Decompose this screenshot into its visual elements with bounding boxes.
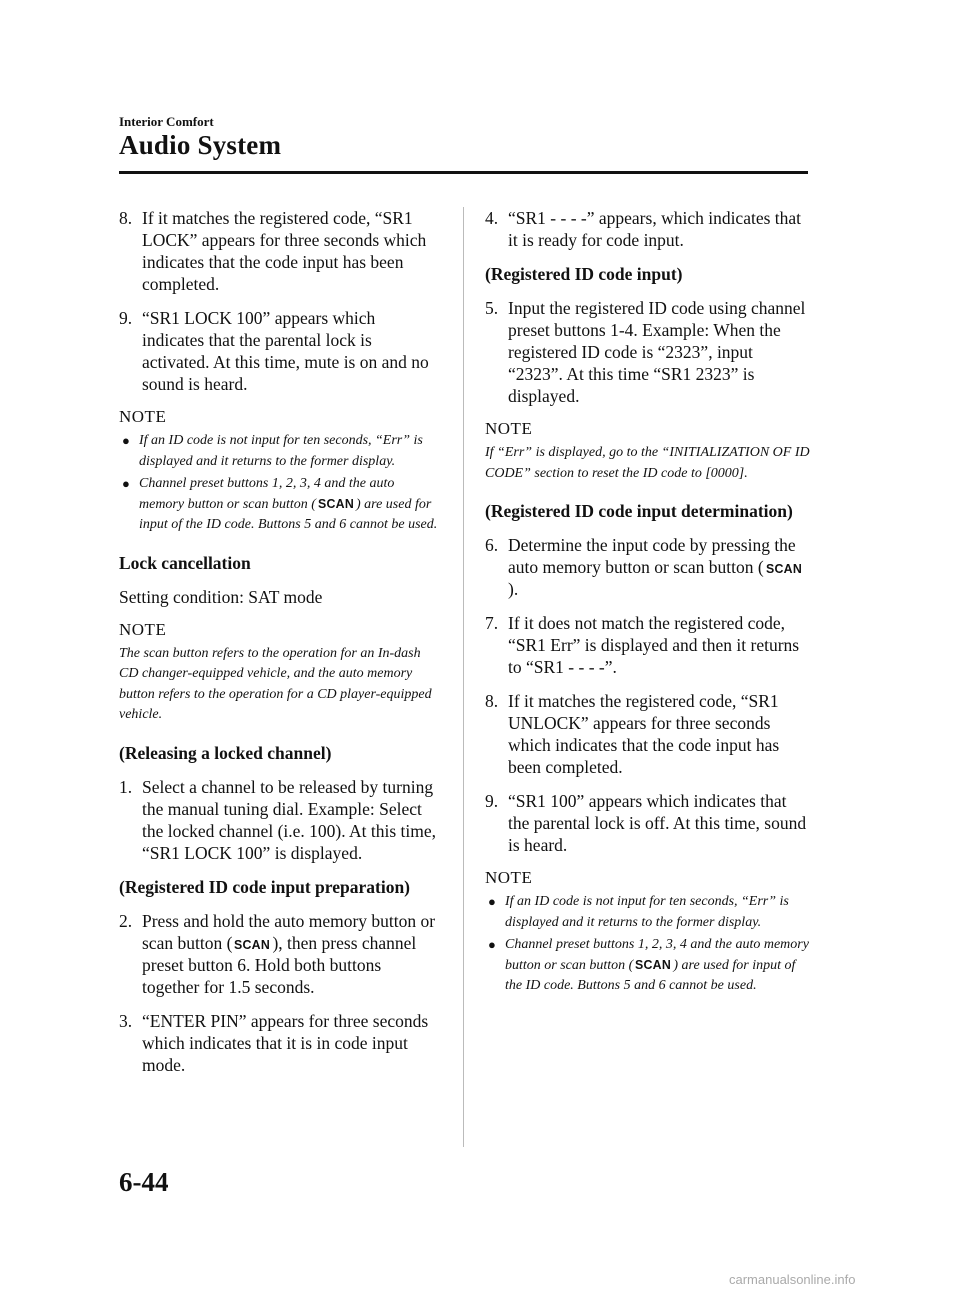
bullet-text-post: ) are used for input of the ID code. Buttons 5 and 6 cannot be used. [505,957,796,993]
note-bullets [485,892,810,997]
title-rule [119,171,808,174]
input-heading: (Registered ID code input) [485,264,683,284]
note-title: NOTE [119,619,167,639]
scan-button-icon: SCAN [317,495,355,511]
section-label: Interior Comfort [119,114,214,129]
step-text: “SR1 LOCK 100” appears which indicates that the parental lock is activated. At this time, mute is on and no sound is heard. [142,308,429,394]
step-4 [485,207,810,251]
step-2 [119,910,441,998]
step-8-unlock [485,690,810,778]
note-bullet [485,935,810,997]
step-text: Select a channel to be released by turning the manual tuning dial. Example: Select the locked channel (i.e. 100). At this time, “SR1 LOCK 100” is displayed. [142,776,437,863]
left-column [119,207,441,1088]
lock-cancellation-heading: Lock cancellation [119,552,251,573]
step-9-unlock [485,790,810,856]
releasing-heading: (Releasing a locked channel) [119,742,332,763]
note-title: NOTE [119,407,167,426]
bullet-icon: ● [122,476,130,491]
step-3 [119,1010,441,1076]
note-bullet [119,474,441,536]
step-8-lock [119,207,441,295]
step-text-post: ). [508,579,519,599]
step-5 [485,297,810,407]
scan-button-icon: SCAN [234,936,271,952]
step-text: If it matches the registered code, “SR1 LOCK” appears for three seconds which indicates that the code input has been completed. [142,208,427,294]
step-6 [485,534,810,600]
step-1 [119,776,441,864]
step-number: 6. [485,535,499,555]
bullet-icon: ● [488,894,496,909]
step-text: “SR1 100” appears which indicates that the parental lock is off. At this time, sound is heard. [508,791,807,855]
note-bullet [485,892,810,933]
step-text-post: ), then press channel preset button 6. Hold both buttons together for 1.5 seconds. [142,932,417,997]
step-number: 5. [485,298,499,318]
note-text: If “Err” is displayed, go to the “INITIALIZATION OF ID CODE” section to reset the ID code to [0000]. [485,445,810,481]
column-divider [463,207,464,1147]
note-bullets [119,431,441,536]
step-text-pre: Determine the input code by pressing the auto memory button or scan button ( [508,535,796,577]
step-number: 8. [485,691,499,711]
page-title: Audio System [119,130,282,160]
step-number: 8. [119,208,133,228]
note-bullet [119,431,441,472]
step-number: 2. [119,910,133,931]
bullet-text: If an ID code is not input for ten seconds, “Err” is displayed and it returns to the former display. [139,433,423,469]
scan-button-icon: SCAN [765,561,802,576]
step-number: 7. [485,613,499,633]
note-title: NOTE [485,419,533,438]
step-text: “SR1 - - - -” appears, which indicates that it is ready for code input. [508,208,802,250]
step-number: 1. [119,776,133,797]
bullet-text: If an ID code is not input for ten seconds, “Err” is displayed and it returns to the former display. [505,894,789,930]
bullet-text-post: ) are used for input of the ID code. Buttons 5 and 6 cannot be used. [139,496,438,532]
preparation-heading: (Registered ID code input preparation) [119,876,411,897]
bullet-icon: ● [488,937,496,952]
step-text: Input the registered ID code using channel preset buttons 1-4. Example: When the registered ID code is “2323”, input “2323”. At this time “SR1 2323” is displayed. [508,298,806,406]
bullet-text-pre: Channel preset buttons 1, 2, 3, 4 and the auto memory button or scan button ( [139,476,395,512]
bullet-icon: ● [122,433,130,448]
step-text: If it matches the registered code, “SR1 UNLOCK” appears for three seconds which indicates that the code input has been completed. [508,691,780,777]
note-title: NOTE [485,868,533,887]
step-7 [485,612,810,678]
step-number: 3. [119,1010,133,1031]
step-number: 9. [485,791,499,811]
setting-condition: Setting condition: SAT mode [119,586,323,607]
note-text: The scan button refers to the operation for an In-dash CD changer-equipped vehicle, and the auto memory button refers to the operation for a CD player-equipped vehicle. [119,645,432,722]
step-text: If it does not match the registered code, “SR1 Err” is displayed and then it returns to “SR1 - - - -”. [508,613,800,677]
bullet-text-pre: Channel preset buttons 1, 2, 3, 4 and the auto memory button or scan button ( [505,937,809,973]
step-9-lock [119,307,441,395]
step-number: 9. [119,308,133,328]
step-text-pre: Press and hold the auto memory button or scan button ( [142,910,436,953]
watermark-link[interactable]: carmanualsonline.info [729,1272,856,1287]
step-text: “ENTER PIN” appears for three seconds which indicates that it is in code input mode. [142,1010,429,1075]
page-number: 6-44 [119,1167,169,1197]
right-column [485,207,810,1013]
determination-heading: (Registered ID code input determination) [485,501,793,521]
scan-button-icon: SCAN [635,956,672,972]
step-number: 4. [485,208,499,228]
